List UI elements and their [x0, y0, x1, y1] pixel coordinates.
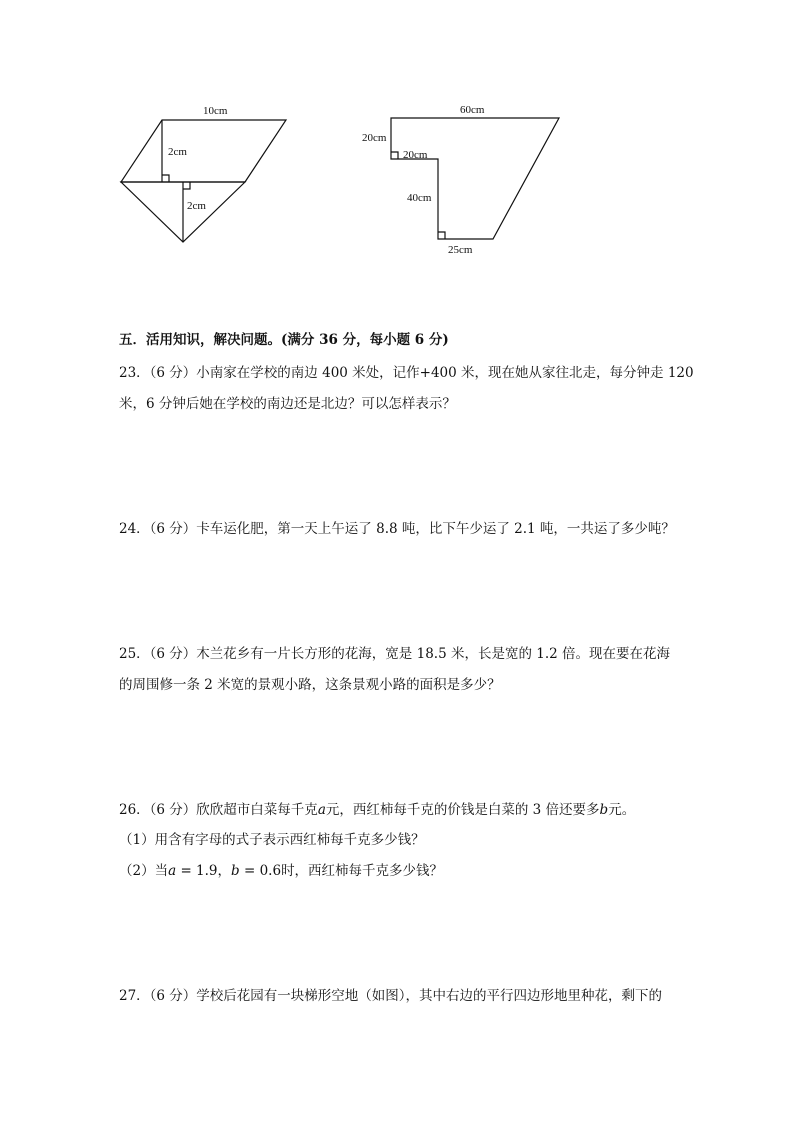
question-26-text-c: 元。 [608, 802, 636, 818]
figure1-right-angle-1 [162, 175, 169, 182]
question-23-line-1: 23．（6 分）小南家在学校的南边 400 米处，记作+400 米，现在她从家往北走，每分钟走 120 [119, 365, 694, 381]
variable-b: b [599, 802, 609, 818]
sub-2-variable-b: b [231, 863, 240, 879]
question-26-text-b: 元，西红柿每千克的价钱是白菜的 3 倍还要多 [325, 802, 600, 818]
sub-2-separator: ， [217, 863, 232, 879]
question-26-text-a: 26．（6 分）欣欣超市白菜每千克 [119, 802, 318, 818]
figure2-right-angle-1 [391, 152, 398, 159]
variable-a: a [317, 802, 326, 818]
figure1-lower-height-label: 2cm [187, 200, 206, 212]
question-25-line-1: 25．（6 分）木兰花乡有一片长方形的花海，宽是 18.5 米，长是宽的 1.2 倍。现在要在花海 [119, 646, 671, 662]
figure1-parallelogram [121, 120, 286, 182]
figure2-step-label: 20cm [403, 149, 428, 161]
sub-2-suffix: 时，西红柿每千克多少钱？ [281, 863, 444, 879]
figure1-shape [121, 120, 286, 242]
question-26-sub-2 [119, 861, 443, 881]
section-heading: 五．活用知识，解决问题。(满分 36 分，每小题 6 分) [119, 332, 449, 348]
question-23-line-2: 米，6 分钟后她在学校的南边还是北边？可以怎样表示？ [119, 396, 456, 412]
figure2-inner-height-label: 40cm [407, 192, 432, 204]
sub-2-value-b: = 0.6 [239, 863, 282, 879]
sub-2-value-a: = 1.9 [176, 863, 218, 879]
figure2-shape [391, 118, 559, 239]
geometry-figures [0, 0, 794, 300]
figure2-left-label: 20cm [362, 132, 387, 144]
figure1-upper-height-label: 2cm [168, 146, 187, 158]
figure1-right-angle-2 [183, 182, 190, 189]
question-26-sub-1: （1）用含有字母的式子表示西红柿每千克多少钱？ [119, 832, 425, 848]
figure2-top-label: 60cm [460, 104, 485, 116]
figure2-right-angle-2 [438, 232, 445, 239]
question-26-line-1 [119, 800, 635, 820]
sub-2-variable-a: a [168, 863, 177, 879]
question-24-line-1: 24．（6 分）卡车运化肥，第一天上午运了 8.8 吨，比下午少运了 2.1 吨，一共运了多少吨？ [119, 521, 675, 537]
figure1-top-label: 10cm [203, 105, 228, 117]
figure2-bottom-label: 25cm [448, 244, 473, 256]
question-25-line-2: 的周围修一条 2 米宽的景观小路，这条景观小路的面积是多少？ [119, 677, 501, 693]
sub-2-prefix: （2）当 [119, 863, 169, 879]
question-27-line-1: 27．（6 分）学校后花园有一块梯形空地（如图），其中右边的平行四边形地里种花，剩下的 [119, 988, 663, 1004]
figure2-outline [391, 118, 559, 239]
